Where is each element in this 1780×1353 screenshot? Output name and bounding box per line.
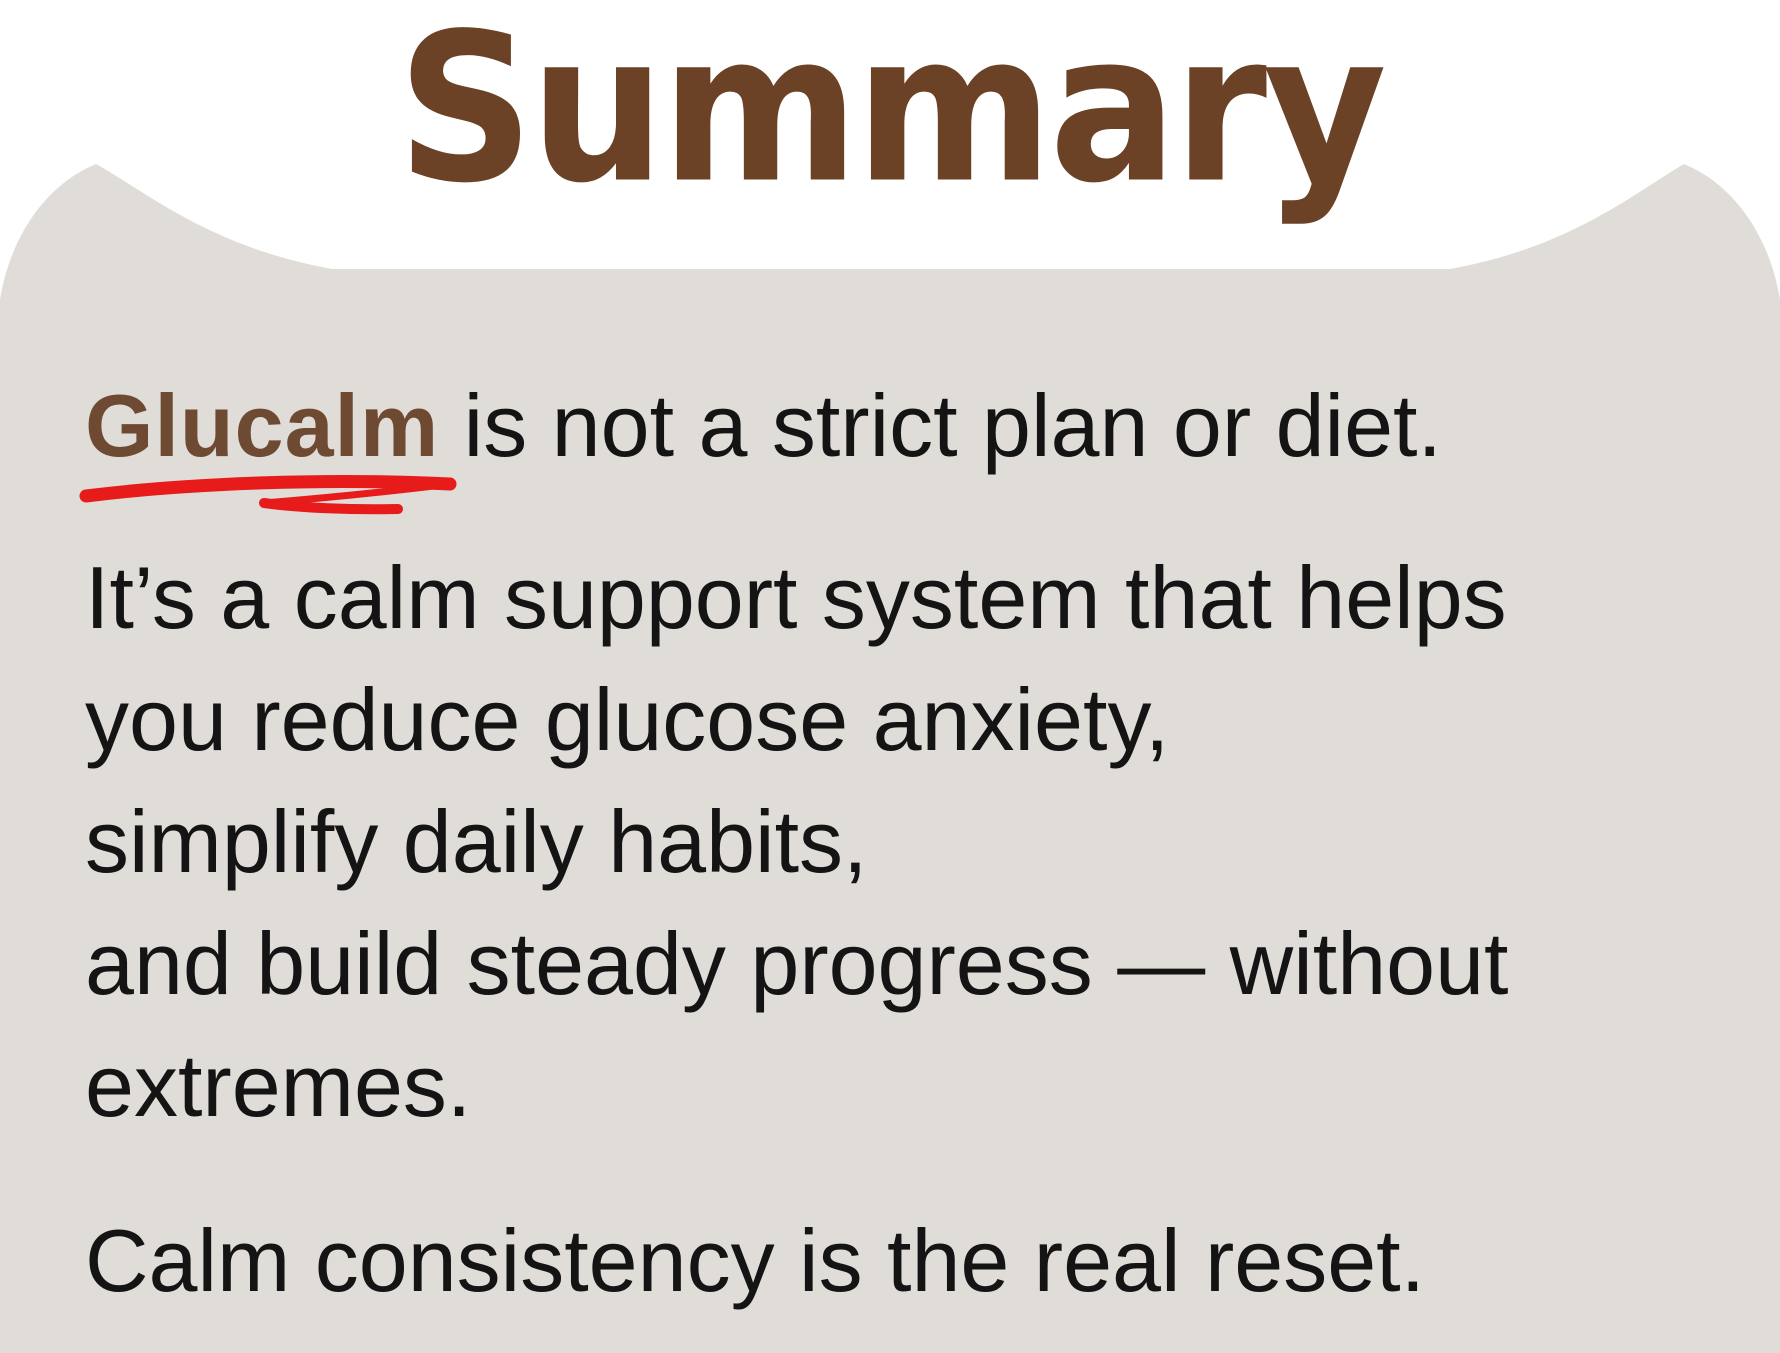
intro-line	[85, 365, 1715, 487]
body-line: simplify daily habits,	[85, 792, 868, 891]
body-line: extremes.	[85, 1036, 472, 1135]
closing-line: Calm consistency is the real reset.	[85, 1211, 1426, 1310]
page-title: Summary	[397, 0, 1383, 229]
card-text-content	[85, 365, 1715, 1322]
brand-name: Glucalm	[85, 376, 440, 475]
body-paragraph	[85, 537, 1715, 1147]
body-line: and build steady progress — without	[85, 914, 1509, 1013]
body-line: you reduce glucose anxiety,	[85, 670, 1170, 769]
intro-rest-text: is not a strict plan or diet.	[439, 376, 1442, 475]
body-line: It’s a calm support system that helps	[85, 548, 1507, 647]
